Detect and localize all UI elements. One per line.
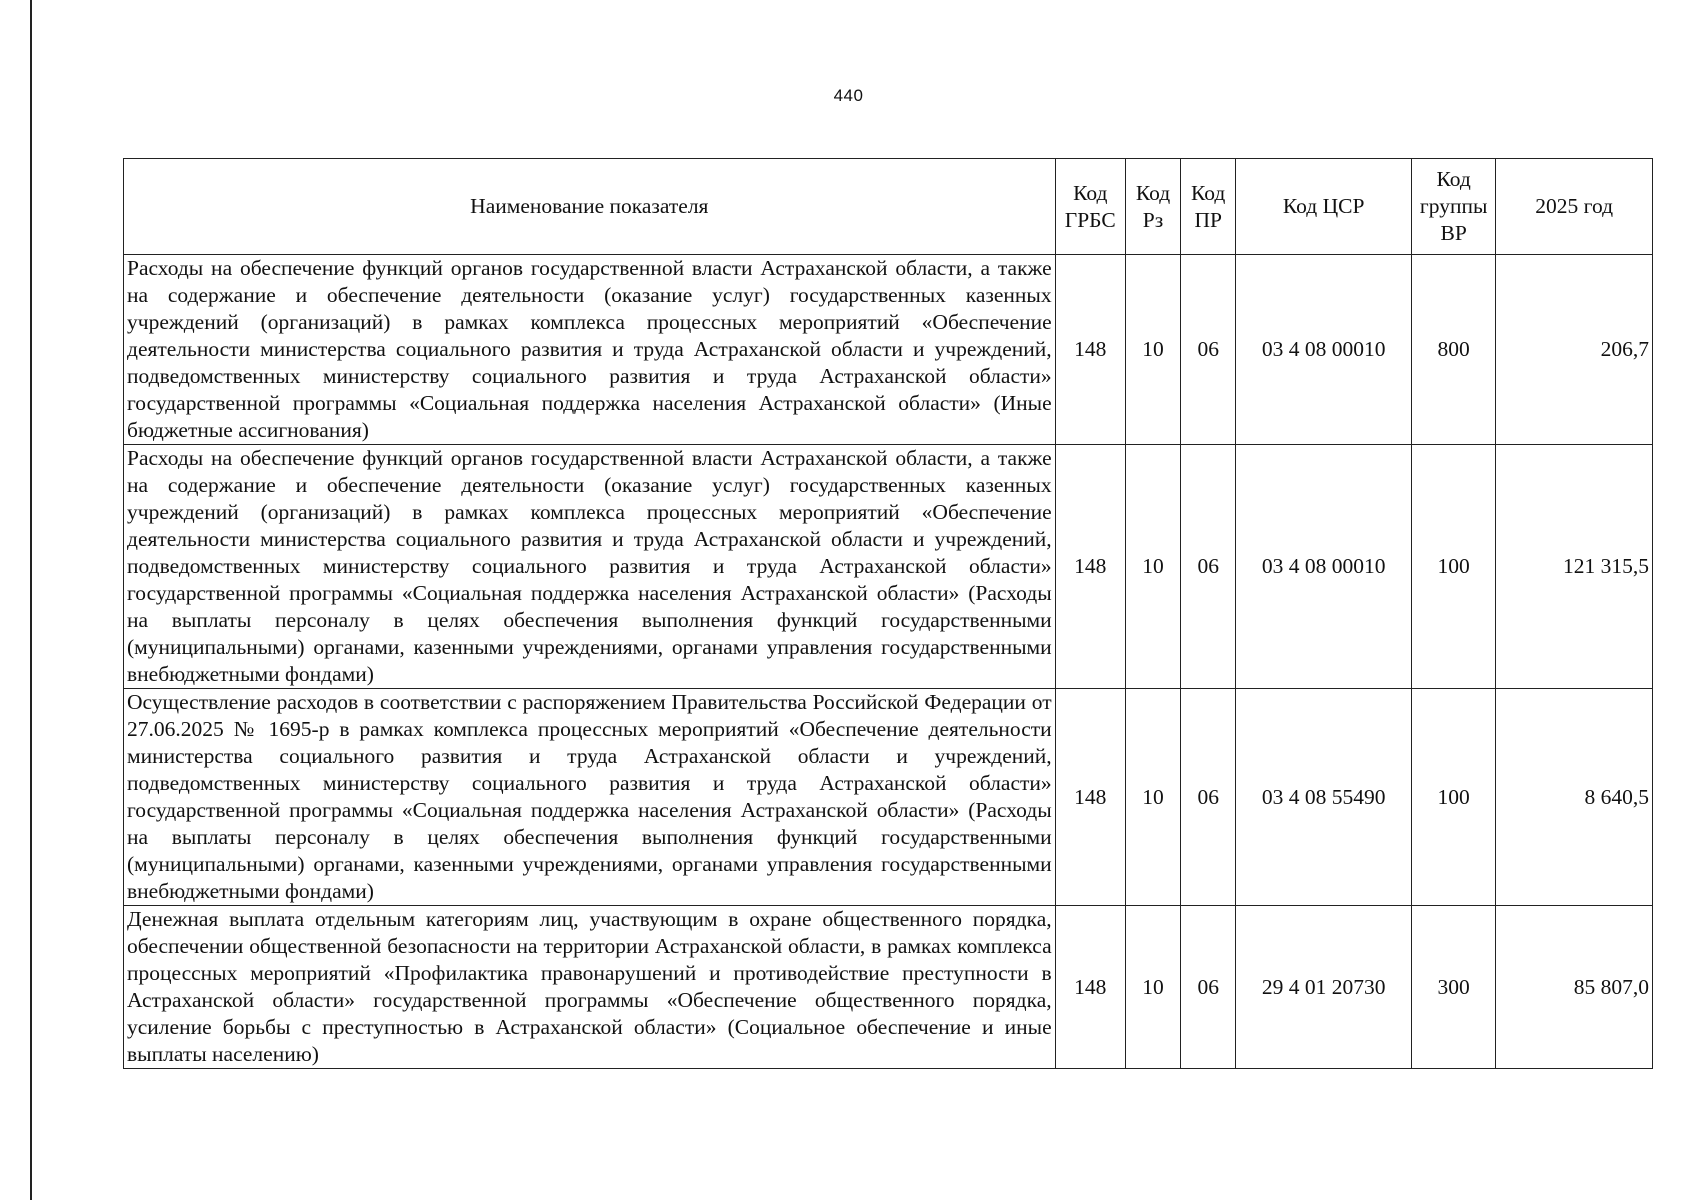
- table-row: [124, 906, 1653, 1069]
- header-rz: Код Рз: [1125, 159, 1180, 255]
- row-grbs: 148: [1055, 689, 1125, 906]
- row-csr: 03 4 08 00010: [1236, 445, 1412, 689]
- header-year: 2025 год: [1496, 159, 1653, 255]
- header-pr: Код ПР: [1181, 159, 1236, 255]
- table-row: [124, 689, 1653, 906]
- row-grbs: 148: [1055, 906, 1125, 1069]
- header-csr: Код ЦСР: [1236, 159, 1412, 255]
- row-grbs: 148: [1055, 255, 1125, 445]
- row-name: Осуществление расходов в соответствии с распоряжением Правительства Российской Федерации от 27.06.2025 № 1695-р в рамках комплекса процессных мероприятий «Обеспечение деятельности министерства социального развития и труда Астраханской области и учреждений, подведомственных министерству социального развития и труда Астраханской области» государственной программы «Социальная поддержка населения Астраханской области» (Расходы на выплаты персоналу в целях обеспечения выполнения функций государственными (муниципальными) органами, казенными учреждениями, органами управления государственными внебюджетными фондами): [124, 689, 1056, 906]
- header-grbs: Код ГРБС: [1055, 159, 1125, 255]
- row-rz: 10: [1125, 906, 1180, 1069]
- row-name: Денежная выплата отдельным категориям лиц, участвующим в охране общественного порядка, обеспечении общественной безопасности на территории Астраханской области, в рамках комплекса процессных мероприятий «Профилактика правонарушений и противодействие преступности в Астраханской области» государственной программы «Обеспечение общественного порядка, усиление борьбы с преступностью в Астраханской области» (Социальное обеспечение и иные выплаты населению): [124, 906, 1056, 1069]
- row-sum: 8 640,5: [1496, 689, 1653, 906]
- row-name: Расходы на обеспечение функций органов государственной власти Астраханской области, а также на содержание и обеспечение деятельности (оказание услуг) государственных казенных учреждений (организаций) в рамках комплекса процессных мероприятий «Обеспечение деятельности министерства социального развития и труда Астраханской области и учреждений, подведомственных министерству социального развития и труда Астраханской области» государственной программы «Социальная поддержка населения Астраханской области» (Расходы на выплаты персоналу в целях обеспечения выполнения функций государственными (муниципальными) органами, казенными учреждениями, органами управления государственными внебюджетными фондами): [124, 445, 1056, 689]
- row-pr: 06: [1181, 906, 1236, 1069]
- header-name: Наименование показателя: [124, 159, 1056, 255]
- table-row: [124, 255, 1653, 445]
- row-rz: 10: [1125, 255, 1180, 445]
- row-vr: 100: [1412, 445, 1496, 689]
- row-vr: 800: [1412, 255, 1496, 445]
- table-row: [124, 445, 1653, 689]
- row-rz: 10: [1125, 445, 1180, 689]
- row-pr: 06: [1181, 445, 1236, 689]
- scan-edge-line: [30, 0, 32, 1200]
- row-grbs: 148: [1055, 445, 1125, 689]
- row-pr: 06: [1181, 255, 1236, 445]
- row-sum: 206,7: [1496, 255, 1653, 445]
- row-vr: 300: [1412, 906, 1496, 1069]
- page-number: 440: [833, 86, 864, 105]
- row-vr: 100: [1412, 689, 1496, 906]
- row-sum: 85 807,0: [1496, 906, 1653, 1069]
- row-name: Расходы на обеспечение функций органов государственной власти Астраханской области, а также на содержание и обеспечение деятельности (оказание услуг) государственных казенных учреждений (организаций) в рамках комплекса процессных мероприятий «Обеспечение деятельности министерства социального развития и труда Астраханской области и учреждений, подведомственных министерству социального развития и труда Астраханской области» государственной программы «Социальная поддержка населения Астраханской области» (Иные бюджетные ассигнования): [124, 255, 1056, 445]
- row-sum: 121 315,5: [1496, 445, 1653, 689]
- budget-table: [123, 158, 1653, 1069]
- row-pr: 06: [1181, 689, 1236, 906]
- header-vr: Код группы ВР: [1412, 159, 1496, 255]
- row-csr: 29 4 01 20730: [1236, 906, 1412, 1069]
- table-header-row: [124, 159, 1653, 255]
- row-rz: 10: [1125, 689, 1180, 906]
- row-csr: 03 4 08 00010: [1236, 255, 1412, 445]
- row-csr: 03 4 08 55490: [1236, 689, 1412, 906]
